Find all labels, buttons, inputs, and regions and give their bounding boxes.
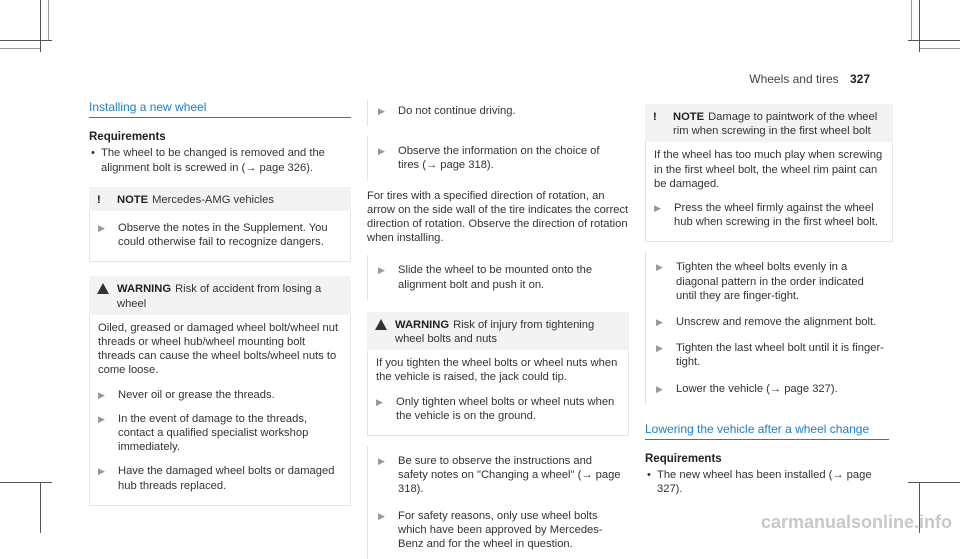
header-section: Wheels and tires xyxy=(749,72,839,86)
crop-mark xyxy=(40,0,41,52)
arrow-right-icon: ▶ xyxy=(656,317,663,328)
note-step: Press the wheel firmly against the wheel hub when screwing in the first wheel bolt. xyxy=(674,202,878,229)
step-text: Tighten the wheel bolts evenly in a diagonal pattern in the order indicated until they are finger-tight. xyxy=(676,261,864,302)
arrow-right-icon: ▶ xyxy=(98,466,105,477)
step-text: Observe the information on the choice of tires (→ page 318). xyxy=(398,145,600,172)
arrow-right-icon: ▶ xyxy=(378,456,385,467)
warning-step: In the event of damage to the threads, contact a qualified specialist workshop immediately. xyxy=(118,412,309,454)
arrow-right-icon: ▶ xyxy=(378,146,385,157)
warning-body xyxy=(367,350,629,436)
paragraph: For tires with a specified direction of rotation, an arrow on the side wall of the tire indicates the correct direction of rotation. Observe the direction of rotation when installing. xyxy=(367,189,629,245)
warning-box xyxy=(89,276,351,505)
step-text: For safety reasons, only use wheel bolts which have been approved by Mercedes-Benz and for the wheel in question. xyxy=(398,509,603,551)
arrow-right-icon: ▶ xyxy=(98,389,105,400)
note-body xyxy=(89,211,351,262)
note-paragraph: If the wheel has too much play when screwing in the first wheel bolt, the wheel rim paint can be damaged. xyxy=(654,149,883,190)
arrow-right-icon: ▶ xyxy=(98,413,105,424)
warning-keyword: WARNING xyxy=(395,318,450,331)
section-title: Lowering the vehicle after a wheel change xyxy=(645,422,889,440)
note-keyword: NOTE xyxy=(673,111,705,123)
exclamation-icon: ! xyxy=(653,111,657,123)
crop-mark xyxy=(919,0,920,52)
step-text: Tighten the last wheel bolt until it is finger-tight. xyxy=(676,342,884,369)
crop-mark xyxy=(911,0,912,40)
arrow-right-icon: ▶ xyxy=(656,343,663,354)
crop-mark xyxy=(908,40,960,41)
crop-mark xyxy=(908,482,960,483)
warning-box xyxy=(367,312,629,436)
arrow-right-icon: ▶ xyxy=(376,396,383,407)
note-box xyxy=(645,104,893,242)
warning-paragraph: Oiled, greased or damaged wheel bolt/wheel nut threads or wheel hub/wheel mounting bolt threads can cause the wheel bolts/wheel nuts to come loose. xyxy=(98,321,339,377)
arrow-right-icon: ▶ xyxy=(378,106,385,116)
page-number: 327 xyxy=(849,72,870,86)
warning-text: Risk of accident from losing a wheel xyxy=(117,283,322,310)
section-title: Installing a new wheel xyxy=(89,100,351,118)
arrow-right-icon: ▶ xyxy=(378,265,385,276)
step-text: Do not continue driving. xyxy=(398,105,516,117)
requirement-item: • The new wheel has been installed (→ page 327). xyxy=(645,468,893,496)
note-text: Damage to paintwork of the wheel rim when screwing in the first wheel bolt xyxy=(673,111,878,138)
note-keyword: NOTE xyxy=(117,193,149,206)
running-header xyxy=(749,72,870,86)
warning-step: Have the damaged wheel bolts or damaged hub threads replaced. xyxy=(118,465,335,492)
requirement-item: • The wheel to be changed is removed and the alignment bolt is screwed in (→ page 326). xyxy=(89,146,351,174)
warning-triangle-icon xyxy=(97,283,109,294)
warning-step: Only tighten wheel bolts or wheel nuts when the vehicle is on the ground. xyxy=(396,395,615,422)
warning-keyword: WARNING xyxy=(117,283,172,296)
crop-mark xyxy=(40,482,41,533)
crop-mark xyxy=(0,482,52,483)
arrow-right-icon: ▶ xyxy=(378,510,385,521)
warning-text: Risk of injury from tightening wheel bolts and nuts xyxy=(395,318,595,346)
watermark: carmanualsonline.info xyxy=(760,511,952,532)
column-1 xyxy=(89,100,351,506)
column-3 xyxy=(645,100,893,497)
crop-mark xyxy=(920,48,960,49)
step-text: Be sure to observe the instructions and safety notes on "Changing a wheel" (→ page 318). xyxy=(398,455,621,496)
warning-paragraph: If you tighten the wheel bolts or wheel nuts when the vehicle is raised, the jack could tip. xyxy=(376,357,618,384)
requirements-title: Requirements xyxy=(89,131,166,144)
crop-mark xyxy=(48,0,49,40)
step-text: Slide the wheel to be mounted onto the alignment bolt and push it on. xyxy=(398,264,593,291)
arrow-right-icon: ▶ xyxy=(654,203,661,214)
requirements-title: Requirements xyxy=(645,453,722,466)
arrow-right-icon: ▶ xyxy=(656,262,663,273)
exclamation-icon: ! xyxy=(97,193,101,206)
step-text: Lower the vehicle (→ page 327). xyxy=(676,382,838,395)
arrow-right-icon: ▶ xyxy=(98,223,105,234)
note-box xyxy=(89,187,351,263)
warning-step: Never oil or grease the threads. xyxy=(118,388,275,401)
crop-mark xyxy=(0,48,40,49)
note-step: Observe the notes in the Supplement. You could otherwise fail to recognize dangers. xyxy=(118,222,328,249)
arrow-right-icon: ▶ xyxy=(656,383,663,394)
warning-body xyxy=(89,315,351,506)
crop-mark xyxy=(0,40,52,41)
note-body xyxy=(645,142,893,242)
column-2 xyxy=(367,100,629,559)
warning-triangle-icon xyxy=(375,319,387,330)
note-text: Mercedes-AMG vehicles xyxy=(152,193,274,206)
step-text: Unscrew and remove the alignment bolt. xyxy=(676,316,877,329)
